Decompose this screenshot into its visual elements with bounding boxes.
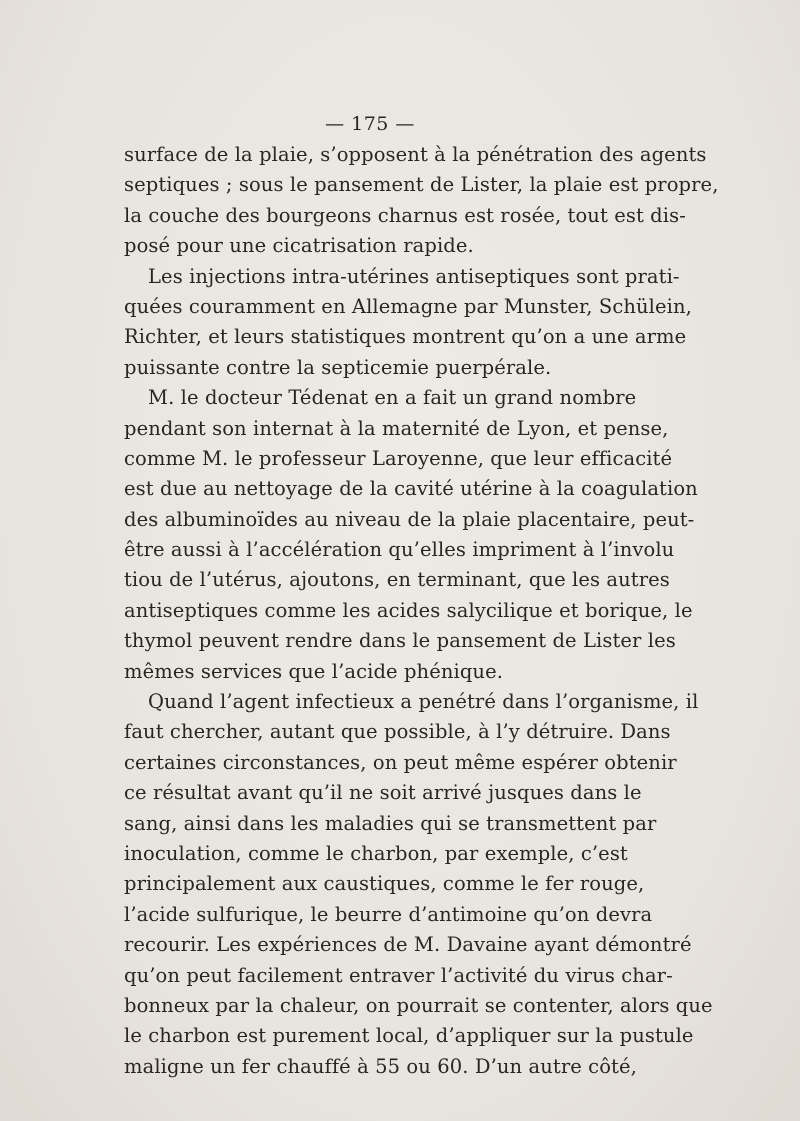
text-line: la couche des bourgeons charnus est rosée, tout est dis- bbox=[124, 203, 686, 227]
text-line: mêmes services que l’acide phénique. bbox=[124, 659, 504, 683]
text-line: inoculation, comme le charbon, par exemple, c’est bbox=[124, 841, 628, 865]
text-line: être aussi à l’accélération qu’elles impriment à l’involu bbox=[124, 538, 675, 562]
text-line: puissante contre la septicemie puerpérale. bbox=[124, 355, 552, 379]
text-line: le charbon est purement local, d’appliquer sur la pustule bbox=[124, 1024, 694, 1048]
text-line: septiques ; sous le pansement de Lister, la plaie est propre, bbox=[124, 173, 719, 197]
text-line: bonneux par la chaleur, on pourrait se contenter, alors que bbox=[124, 993, 713, 1017]
text-line: faut chercher, autant que possible, à l’y détruire. Dans bbox=[124, 720, 671, 744]
body-text bbox=[124, 140, 719, 1082]
text-line: surface de la plaie, s’opposent à la pénétration des agents bbox=[124, 143, 707, 166]
text-line: Richter, et leurs statistiques montrent qu’on a une arme bbox=[124, 325, 687, 349]
text-line: est due au nettoyage de la cavité utérine à la coagulation bbox=[124, 477, 698, 501]
text-line: recourir. Les expériences de M. Davaine ayant démontré bbox=[124, 933, 692, 957]
text-line: thymol peuvent rendre dans le pansement de Lister les bbox=[124, 629, 676, 653]
text-line: tiou de l’utérus, ajoutons, en terminant, que les autres bbox=[124, 568, 670, 592]
text-line: qu’on peut facilement entraver l’activité du virus char- bbox=[124, 963, 673, 987]
paragraph-start-line: M. le docteur Tédenat en a fait un grand nombre bbox=[148, 386, 637, 410]
paragraph-start-line: Les injections intra-utérines antiseptiques sont prati- bbox=[148, 264, 680, 288]
page-number: — 175 — bbox=[325, 113, 415, 135]
text-line: posé pour une cicatrisation rapide. bbox=[124, 234, 474, 258]
text-line: antiseptiques comme les acides salycilique et borique, le bbox=[124, 598, 693, 622]
text-line: sang, ainsi dans les maladies qui se transmettent par bbox=[124, 811, 657, 835]
text-line: pendant son internat à la maternité de Lyon, et pense, bbox=[124, 416, 669, 440]
text-line: principalement aux caustiques, comme le fer rouge, bbox=[124, 872, 645, 896]
text-line: l’acide sulfurique, le beurre d’antimoine qu’on devra bbox=[124, 902, 653, 926]
text-line: certaines circonstances, on peut même espérer obtenir bbox=[124, 750, 677, 774]
text-line: ce résultat avant qu’il ne soit arrivé jusques dans le bbox=[124, 781, 642, 805]
text-line: des albuminoïdes au niveau de la plaie placentaire, peut- bbox=[124, 507, 695, 531]
text-line: comme M. le professeur Laroyenne, que leur efficacité bbox=[124, 446, 673, 470]
text-line: maligne un fer chauffé à 55 ou 60. D’un autre côté, bbox=[124, 1054, 637, 1078]
paragraph-start-line: Quand l’agent infectieux a penétré dans l’organisme, il bbox=[148, 690, 699, 714]
text-line: quées couramment en Allemagne par Munster, Schülein, bbox=[124, 294, 692, 318]
